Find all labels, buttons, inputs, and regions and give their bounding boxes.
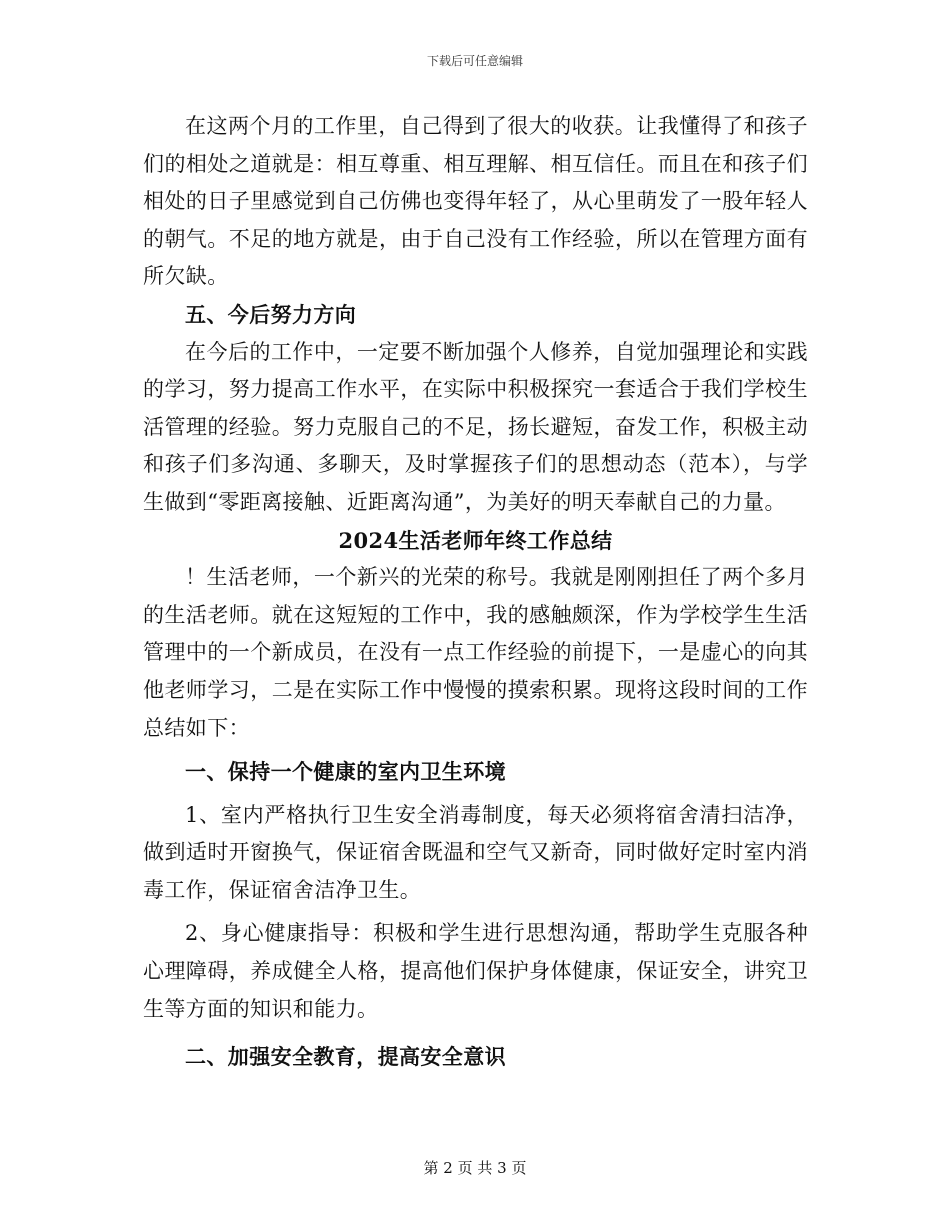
paragraph-health-guidance: 2、身心健康指导：积极和学生进行思想沟通，帮助学生克服各种心理障碍，养成健全人格，提高他们保护身体健康，保证安全，讲究卫生等方面的知识和能力。: [143, 921, 808, 1021]
paragraph-disinfection: 1、室内严格执行卫生安全消毒制度，每天必须将宿舍清扫洁净，做到适时开窗换气，保证宿舍既温和空气又新奇，同时做好定时室内消毒工作，保证宿舍洁净卫生。: [143, 802, 808, 902]
document-title: 2024生活老师年终工作总结: [338, 527, 613, 553]
paragraph-intro: ！生活老师，一个新兴的光荣的称号。我就是刚刚担任了两个多月的生活老师。就在这短短的工作中，我的感触颇深，作为学校学生生活管理中的一个新成员，在没有一点工作经验的前提下，一是虚心的向其他老师学习，二是在实际工作中慢慢的摸索积累。现将这段时间的工作总结如下：: [143, 565, 808, 740]
document-body: [143, 108, 808, 1076]
heading-safety: 二、加强安全教育，提高安全意识: [185, 1044, 506, 1070]
paragraph-harvest: 在这两个月的工作里，自己得到了很大的收获。让我懂得了和孩子们的相处之道就是：相互尊重、相互理解、相互信任。而且在和孩子们相处的日子里感觉到自己仿佛也变得年轻了，从心里萌发了一股年轻人的朝气。不足的地方就是，由于自己没有工作经验，所以在管理方面有所欠缺。: [143, 114, 808, 289]
heading-hygiene: 一、保持一个健康的室内卫生环境: [185, 759, 506, 785]
paragraph-future-work: 在今后的工作中，一定要不断加强个人修养，自觉加强理论和实践的学习，努力提高工作水平，在实际中积极探究一套适合于我们学校生活管理的经验。努力克服自己的不足，扬长避短，奋发工作，积极主动和孩子们多沟通、多聊天，及时掌握孩子们的思想动态（范本），与学生做到“零距离接触、近距离沟通”，为美好的明天奉献自己的力量。: [143, 339, 808, 514]
heading-future-direction: 五、今后努力方向: [185, 301, 357, 327]
page-number: 第 2 页 共 3 页: [423, 1159, 527, 1177]
page-header: 下载后可任意编辑: [426, 54, 523, 68]
